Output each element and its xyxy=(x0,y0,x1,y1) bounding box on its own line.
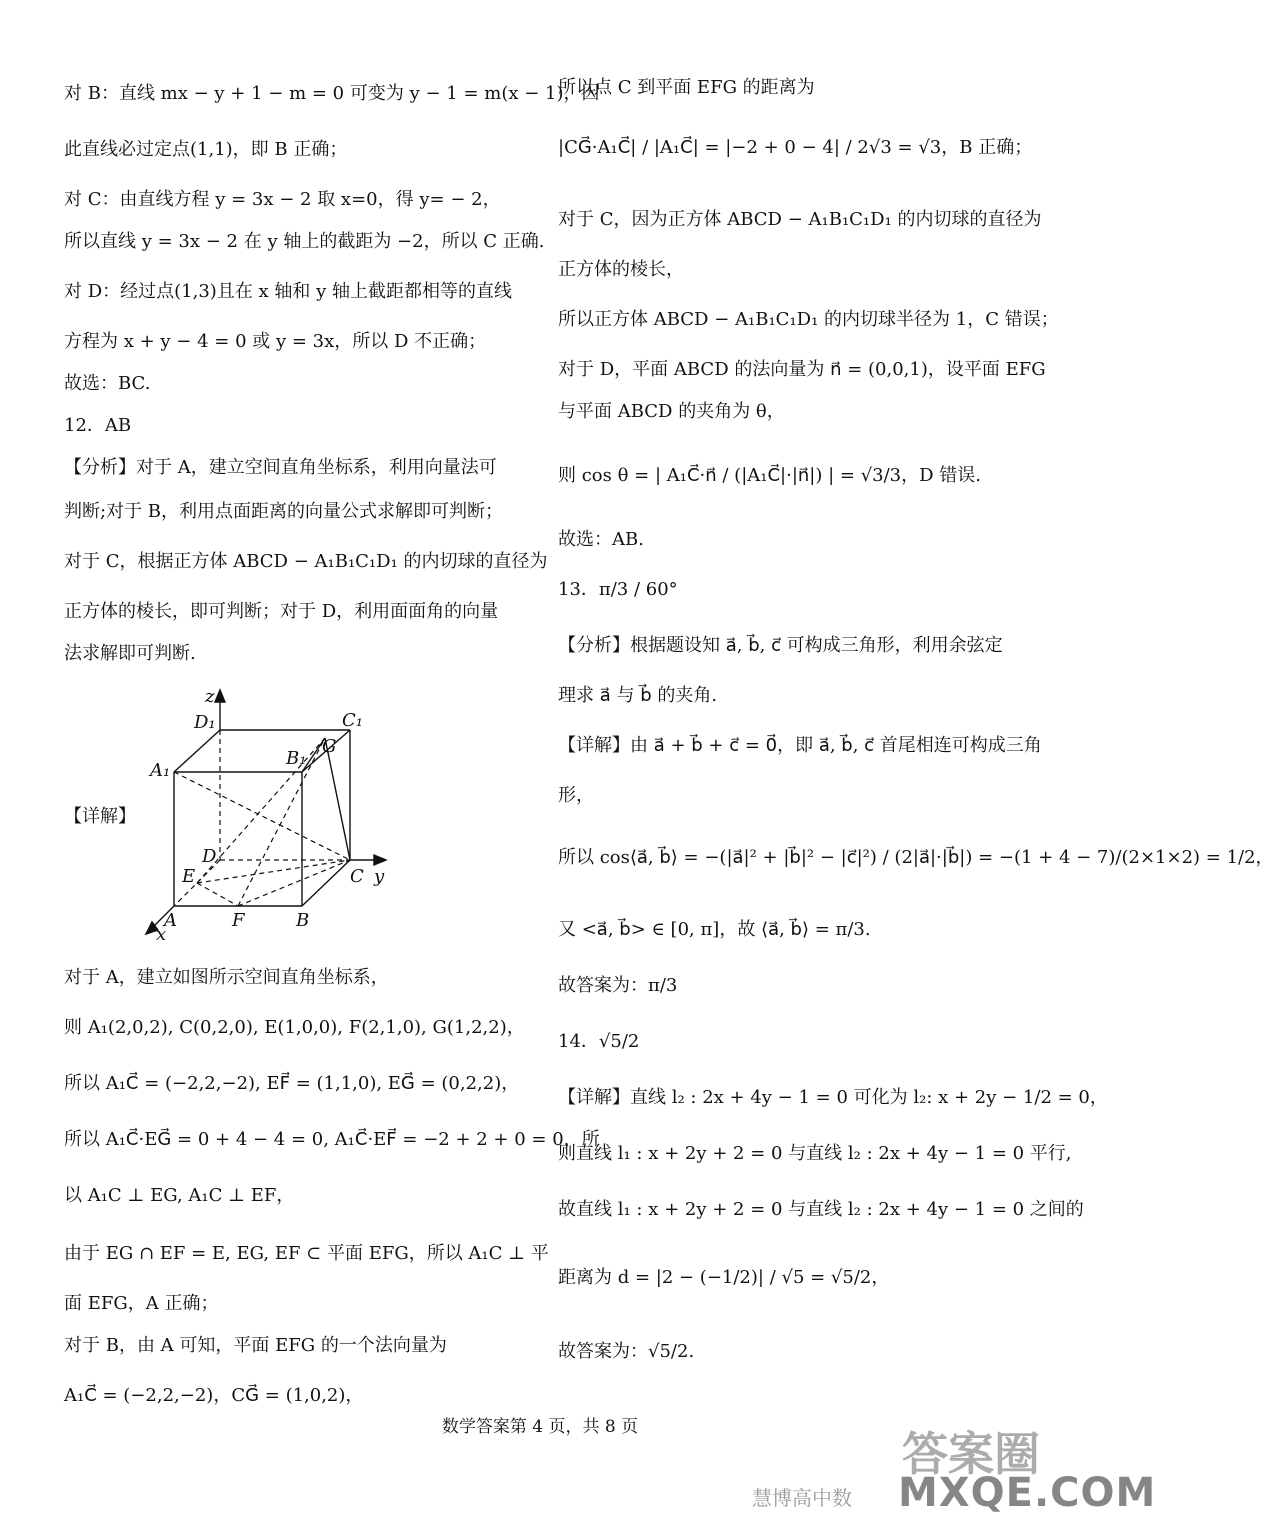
text-line: 以 A₁C ⊥ EG, A₁C ⊥ EF， xyxy=(64,1185,295,1206)
question-number: 12．AB xyxy=(64,415,132,436)
point-label: E xyxy=(182,866,196,887)
hidden-edge xyxy=(197,883,238,906)
text-line: A₁C⃗ = (−2,2,−2)，CG⃗ = (1,0,2)， xyxy=(64,1385,364,1406)
point-label: A₁ xyxy=(150,760,171,781)
text-line: 对 D：经过点(1,3)且在 x 轴和 y 轴上截距都相等的直线 xyxy=(64,281,513,302)
question-number: 14．√5/2 xyxy=(558,1031,640,1052)
point-label: A xyxy=(164,910,177,931)
point-label: G xyxy=(322,736,337,757)
text-line: 【详解】由 a⃗ + b⃗ + c⃗ = 0⃗，即 a⃗, b⃗, c⃗ 首尾相连可构成三角 xyxy=(558,735,1042,756)
text-line: 法求解即可判断. xyxy=(64,643,196,664)
text-line: 正方体的棱长， xyxy=(558,259,684,280)
text-line: 【分析】根据题设知 a⃗, b⃗, c⃗ 可构成三角形，利用余弦定 xyxy=(558,635,1003,656)
text-line: 对于 D，平面 ABCD 的法向量为 n⃗ = (0,0,1)，设平面 EFG xyxy=(558,359,1046,380)
text-line: 理求 a⃗ 与 b⃗ 的夹角. xyxy=(558,685,718,706)
text-line: 面 EFG，A 正确； xyxy=(64,1293,219,1314)
edge xyxy=(302,860,350,906)
axis-label-y: y xyxy=(374,866,385,887)
text-line: 对 B：直线 mx − y + 1 − m = 0 可变为 y − 1 = m(x − 1)，因 xyxy=(64,83,600,104)
hidden-edge xyxy=(197,860,350,883)
text-line: 则直线 l₁ : x + 2y + 2 = 0 与直线 l₂ : 2x + 4y − 1 = 0 平行, xyxy=(558,1143,1072,1164)
text-line: 与平面 ABCD 的夹角为 θ， xyxy=(558,401,785,422)
text-line: 形， xyxy=(558,785,594,806)
page-footer: 数学答案第 4 页，共 8 页 xyxy=(441,1417,639,1437)
text-line: 对于 C，根据正方体 ABCD − A₁B₁C₁D₁ 的内切球的直径为 xyxy=(64,551,548,572)
point-label: D₁ xyxy=(194,712,216,733)
watermark-logo: 答案圈 xyxy=(902,1427,1040,1481)
y-arrow xyxy=(374,855,386,865)
text-line: 方程为 x + y − 4 = 0 或 y = 3x，所以 D 不正确； xyxy=(64,331,487,352)
watermark-account: 慧博高中数 xyxy=(752,1486,852,1510)
formula-line: 所以 cos⟨a⃗, b⃗⟩ = −(|a⃗|² + |b⃗|² − |c⃗|²) / (2|a⃗|·|b⃗|) = −(1 + 4 − 7)/(2×1×2) = 1/2， xyxy=(558,847,1274,868)
formula-line: 则 cos θ = | A₁C⃗·n⃗ / (|A₁C⃗|·|n⃗|) | = √3/3，D 错误. xyxy=(558,465,982,486)
text-line: 所以 A₁C⃗·EG⃗ = 0 + 4 − 4 = 0, A₁C⃗·EF⃗ = −2 + 2 + 0 = 0，所 xyxy=(64,1129,600,1150)
text-line: 判断;对于 B，利用点面距离的向量公式求解即可判断； xyxy=(64,501,504,522)
text-line: 对于 B，由 A 可知，平面 EFG 的一个法向量为 xyxy=(64,1335,447,1356)
watermark-site: MXQE.COM xyxy=(898,1470,1157,1516)
text-line: 所以 A₁C⃗ = (−2,2,−2), EF⃗ = (1,1,0), EG⃗ = (0,2,2)， xyxy=(64,1073,520,1094)
text-line: 所以正方体 ABCD − A₁B₁C₁D₁ 的内切球半径为 1，C 错误； xyxy=(558,309,1059,330)
text-line: 对于 A，建立如图所示空间直角坐标系， xyxy=(64,967,389,988)
text-line: 故选：BC. xyxy=(64,373,151,394)
z-arrow xyxy=(215,690,225,702)
formula-line: 距离为 d = |2 − (−1/2)| / √5 = √5/2， xyxy=(558,1267,890,1288)
text-line: 故选：AB. xyxy=(558,529,644,550)
point-label: C xyxy=(350,866,364,887)
axis-label-z: z xyxy=(205,686,215,707)
text-line: 则 A₁(2,0,2), C(0,2,0), E(1,0,0), F(2,1,0), G(1,2,2)， xyxy=(64,1017,525,1038)
point-label: B₁ xyxy=(286,748,307,769)
text-line: 【详解】直线 l₂ : 2x + 4y − 1 = 0 可化为 l₂: x + 2y − 1/2 = 0， xyxy=(558,1087,1108,1108)
text-line: 所以点 C 到平面 EFG 的距离为 xyxy=(558,77,815,98)
text-line: 故答案为：π/3 xyxy=(558,975,678,996)
text-line: 此直线必过定点(1,1)，即 B 正确； xyxy=(64,139,348,160)
detail-label: 【详解】 xyxy=(64,806,136,827)
text-line: 对于 C，因为正方体 ABCD − A₁B₁C₁D₁ 的内切球的直径为 xyxy=(558,209,1042,230)
point-label: C₁ xyxy=(342,710,363,731)
point-label: D xyxy=(202,846,217,867)
edge xyxy=(174,730,220,772)
hidden-edge xyxy=(174,772,350,860)
text-line: 所以直线 y = 3x − 2 在 y 轴上的截距为 −2，所以 C 正确. xyxy=(64,231,545,252)
text-line: 由于 EG ∩ EF = E, EG, EF ⊂ 平面 EFG，所以 A₁C ⊥ 平 xyxy=(64,1243,549,1264)
point-label: F xyxy=(232,910,245,931)
point-label: B xyxy=(296,910,310,931)
cube-figure xyxy=(144,684,464,944)
text-line: 故直线 l₁ : x + 2y + 2 = 0 与直线 l₂ : 2x + 4y − 1 = 0 之间的 xyxy=(558,1199,1084,1220)
text-line: 正方体的棱长，即可判断；对于 D，利用面面角的向量 xyxy=(64,601,499,622)
text-line: 【分析】对于 A，建立空间直角坐标系，利用向量法可 xyxy=(64,457,497,478)
text-line: 故答案为：√5/2. xyxy=(558,1341,695,1362)
text-line: 又 <a⃗, b⃗> ∈ [0, π]，故 ⟨a⃗, b⃗⟩ = π/3. xyxy=(558,919,871,940)
formula-line: |CG⃗·A₁C⃗| / |A₁C⃗| = |−2 + 0 − 4| / 2√3 = √3，B 正确； xyxy=(558,137,1033,158)
hidden-edge xyxy=(238,860,350,906)
axis-label-x: x xyxy=(156,924,167,945)
text-line: 对 C：由直线方程 y = 3x − 2 取 x=0，得 y= − 2， xyxy=(64,189,501,210)
right-column xyxy=(558,0,1274,1400)
question-number: 13．π/3 / 60° xyxy=(558,579,678,600)
